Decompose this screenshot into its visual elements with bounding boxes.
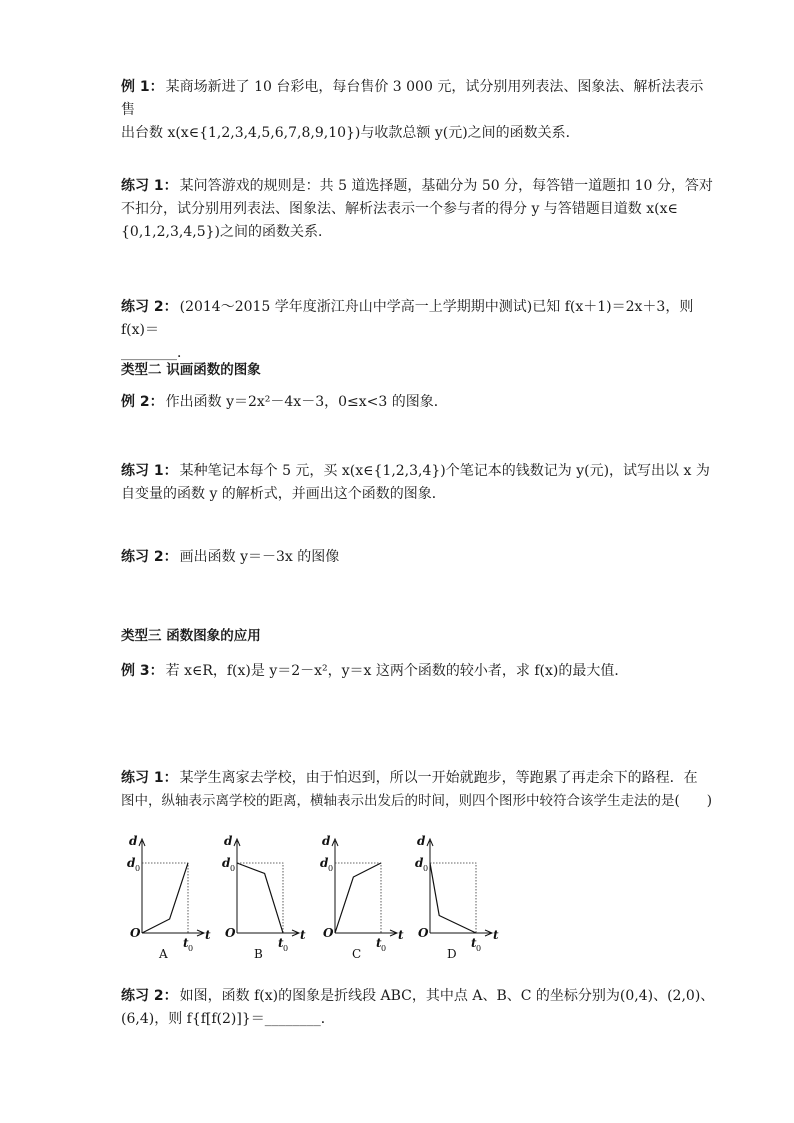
- practice-label: 练习 1：: [121, 463, 178, 479]
- text-line: ________．: [121, 345, 191, 361]
- text-line: 若 x∈R，f(x)是 y＝2－x²，y＝x 这两个函数的较小者，求 f(x)的最大值．: [165, 663, 629, 679]
- axis-label-t: t: [300, 928, 306, 942]
- text-line: 如图，函数 f(x)的图象是折线段 ABC，其中点 A、B、C 的坐标分别为(0,4)、(2,0)、: [179, 988, 715, 1004]
- option-letter: B: [254, 947, 263, 961]
- practice-label: 练习 2：: [121, 549, 178, 565]
- text-line: 某商场新进了 10 台彩电，每台售价 3 000 元，试分别用列表法、图象法、解析法表示售: [121, 79, 704, 118]
- practice-2-a: [121, 296, 716, 365]
- graph-option-a: [125, 833, 220, 963]
- text-line: 不扣分，试分别用列表法、图象法、解析法表示一个参与者的得分 y 与答错题目道数 x(x∈: [121, 201, 678, 217]
- axis-label-d: d: [322, 834, 331, 848]
- axis-label-d: d: [417, 834, 426, 848]
- graph-line: [237, 863, 283, 933]
- d0-subscript: 0: [423, 864, 429, 873]
- axis-label-d: d: [129, 834, 138, 848]
- graph-line: [430, 863, 476, 933]
- origin-label: O: [225, 926, 236, 940]
- graph-line: [335, 863, 381, 933]
- dotted-guide: [142, 863, 188, 933]
- origin-label: O: [130, 926, 141, 940]
- option-letter: D: [447, 947, 457, 961]
- practice-1-c: [121, 767, 716, 813]
- section-heading-type-2: 类型二 识画函数的图象: [121, 362, 261, 378]
- practice-1-b: [121, 460, 716, 506]
- practice-2-c: [121, 985, 716, 1031]
- t0-label: t: [183, 936, 189, 950]
- t0-subscript: 0: [188, 944, 194, 953]
- d0-label: d: [127, 856, 136, 870]
- option-letter: C: [352, 947, 362, 961]
- origin-label: O: [323, 926, 334, 940]
- dotted-guide: [335, 863, 381, 933]
- text-line: 某种笔记本每个 5 元，买 x(x∈{1,2,3,4})个笔记本的钱数记为 y(元)，试写出以 x 为: [179, 463, 710, 479]
- text-line: 某学生离家去学校，由于怕迟到，所以一开始就跑步，等跑累了再走余下的路程．在: [179, 770, 698, 786]
- axis-label-d: d: [224, 834, 233, 848]
- t0-label: t: [471, 936, 477, 950]
- axis-label-t: t: [398, 928, 404, 942]
- t0-subscript: 0: [381, 944, 387, 953]
- text-line: 图中，纵轴表示离学校的距离，横轴表示出发后的时间，则四个图形中较符合该学生走法的是( ): [121, 793, 713, 809]
- text-line: 某问答游戏的规则是：共 5 道选择题，基础分为 50 分，每答错一道题扣 10 分，答对: [179, 178, 713, 194]
- graph-options: [125, 833, 505, 963]
- d0-label: d: [222, 856, 231, 870]
- text-line: 自变量的函数 y 的解析式，并画出这个函数的图象．: [121, 486, 446, 502]
- section-heading-type-3: 类型三 函数图象的应用: [121, 628, 261, 644]
- practice-label: 练习 1：: [121, 178, 178, 194]
- text-line: 出台数 x(x∈{1,2,3,4,5,6,7,8,9,10})与收款总额 y(元)之间的函数关系．: [121, 125, 580, 141]
- practice-2-b: [121, 546, 716, 569]
- t0-label: t: [376, 936, 382, 950]
- graph-svg: [125, 833, 217, 963]
- d0-label: d: [415, 856, 424, 870]
- graph-svg: [220, 833, 312, 963]
- example-label: 例 1：: [121, 79, 164, 95]
- text-line: (2014～2015 学年度浙江舟山中学高一上学期期中测试)已知 f(x＋1)＝2x＋3，则 f(x)＝: [121, 299, 694, 338]
- graph-svg: [318, 833, 410, 963]
- d0-subscript: 0: [135, 864, 141, 873]
- example-1: [121, 76, 716, 145]
- example-label: 例 3：: [121, 663, 164, 679]
- graph-option-d: [413, 833, 508, 963]
- graph-svg: [413, 833, 505, 963]
- practice-label: 练习 2：: [121, 988, 178, 1004]
- text-line: 画出函数 y＝－3x 的图像: [179, 549, 340, 565]
- practice-label: 练习 1：: [121, 770, 178, 786]
- t0-label: t: [278, 936, 284, 950]
- dotted-guide: [237, 863, 283, 933]
- practice-1-a: [121, 175, 716, 244]
- d0-subscript: 0: [328, 864, 334, 873]
- example-label: 例 2：: [121, 394, 164, 410]
- graph-line: [142, 863, 188, 933]
- axis-label-t: t: [205, 928, 211, 942]
- t0-subscript: 0: [283, 944, 289, 953]
- text-line: 作出函数 y＝2x²－4x－3，0≤x<3 的图象．: [165, 394, 448, 410]
- t0-subscript: 0: [476, 944, 482, 953]
- axis-label-t: t: [493, 928, 499, 942]
- practice-label: 练习 2：: [121, 299, 178, 315]
- example-2: [121, 391, 716, 414]
- text-line: (6,4)，则 f{f[f(2)]}＝________．: [121, 1011, 335, 1027]
- d0-label: d: [320, 856, 329, 870]
- text-line: {0,1,2,3,4,5})之间的函数关系．: [121, 224, 332, 240]
- example-3: [121, 660, 716, 683]
- d0-subscript: 0: [230, 864, 236, 873]
- graph-option-b: [220, 833, 315, 963]
- origin-label: O: [418, 926, 429, 940]
- option-letter: A: [159, 947, 168, 961]
- graph-option-c: [318, 833, 413, 963]
